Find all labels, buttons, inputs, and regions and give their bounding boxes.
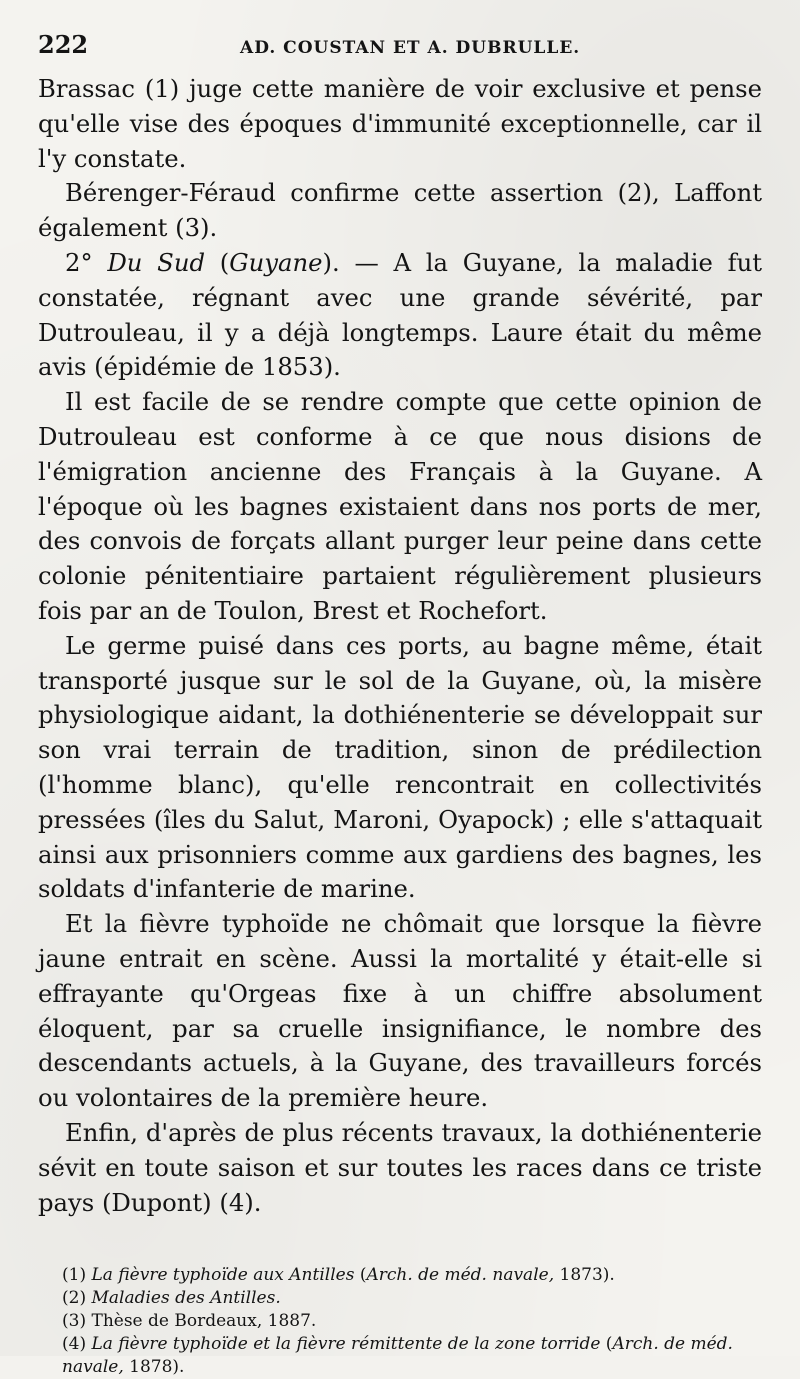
footnote-2-number: (2) xyxy=(62,1288,92,1309)
body-text xyxy=(38,72,762,1220)
footnote-4-paren: ( xyxy=(600,1334,613,1355)
footnote-4 xyxy=(38,1333,762,1379)
footnote-1-paren: ( xyxy=(354,1265,367,1286)
section-heading-place: Guyane xyxy=(229,247,323,277)
footnote-1-year: 1873). xyxy=(554,1265,615,1286)
footnote-1-title: La fièvre typhoïde aux Antilles xyxy=(91,1265,355,1286)
paragraph-1: Brassac (1) juge cette manière de voir exclusive et pense qu'elle vise des époques d'immunité exceptionnelle, car il l'y constate. xyxy=(38,74,762,173)
paragraph-2: Bérenger-Féraud confirme cette assertion (2), Laffont également (3). xyxy=(38,178,762,243)
footnote-2-title: Maladies des Antilles. xyxy=(91,1288,281,1309)
footnotes xyxy=(38,1264,762,1379)
paren-open: ( xyxy=(205,247,230,277)
paragraph-4: Il est facile de se rendre compte que cette opinion de Dutrouleau est conforme à ce que nous disions de l'émigration ancienne des Français à la Guyane. A l'époque où les bagnes existaient dans nos ports de mer, des convois de forçats allant purger leur peine dans cette colonie pénitentiaire partaient régulièrement plusieurs fois par an de Toulon, Brest et Rochefort. xyxy=(38,387,762,625)
footnote-4-journal: Arch. de méd. navale, xyxy=(62,1334,733,1378)
paragraph-6: Et la fièvre typhoïde ne chômait que lorsque la fièvre jaune entrait en scène. Aussi la mortalité y était-elle si effrayante qu'Orgeas fixe à un chiffre absolument éloquent, par sa cruelle insignifiance, le nombre des descendants actuels, à la Guyane, des travailleurs forcés ou volontaires de la première heure. xyxy=(38,909,762,1113)
paragraph-3 xyxy=(38,246,762,385)
section-heading-region: Du Sud xyxy=(107,247,206,277)
section-number: 2° xyxy=(65,247,108,277)
footnote-4-title: La fièvre typhoïde et la fièvre rémittente de la zone torride xyxy=(91,1334,601,1355)
paragraph-3-text: ). — A la Guyane, la maladie fut constatée, régnant avec une grande sévérité, par Dutrouleau, il y a déjà longtemps. Laure était du même avis (épidémie de 1853). xyxy=(38,247,763,382)
footnote-3: (3) Thèse de Bordeaux, 1887. xyxy=(62,1311,317,1332)
footnote-1-number: (1) xyxy=(62,1265,92,1286)
page-header xyxy=(38,30,762,66)
footnote-4-year: 1878). xyxy=(123,1357,185,1378)
footnote-4-number: (4) xyxy=(62,1334,92,1355)
paragraph-7: Enfin, d'après de plus récents travaux, la dothiénenterie sévit en toute saison et sur toutes les races dans ce triste pays (Dupont) (4). xyxy=(38,1117,762,1217)
page-number: 222 xyxy=(38,30,89,59)
footnote-1 xyxy=(38,1264,762,1287)
footnote-2 xyxy=(38,1287,762,1310)
footnote-1-journal: Arch. de méd. navale, xyxy=(366,1265,555,1286)
running-title: AD. COUSTAN ET A. DUBRULLE. xyxy=(240,38,581,58)
paragraph-5: Le germe puisé dans ces ports, au bagne même, était transporté jusque sur le sol de la Guyane, où, la misère physiologique aidant, la dothiénenterie se développait sur son vrai terrain de tradition, sinon de prédilection (l'homme blanc), qu'elle rencontrait en collectivités pressées (îles du Salut, Maroni, Oyapock) ; elle s'attaquait ainsi aux prisonniers comme aux gardiens des bagnes, les soldats d'infanterie de marine. xyxy=(38,630,762,904)
